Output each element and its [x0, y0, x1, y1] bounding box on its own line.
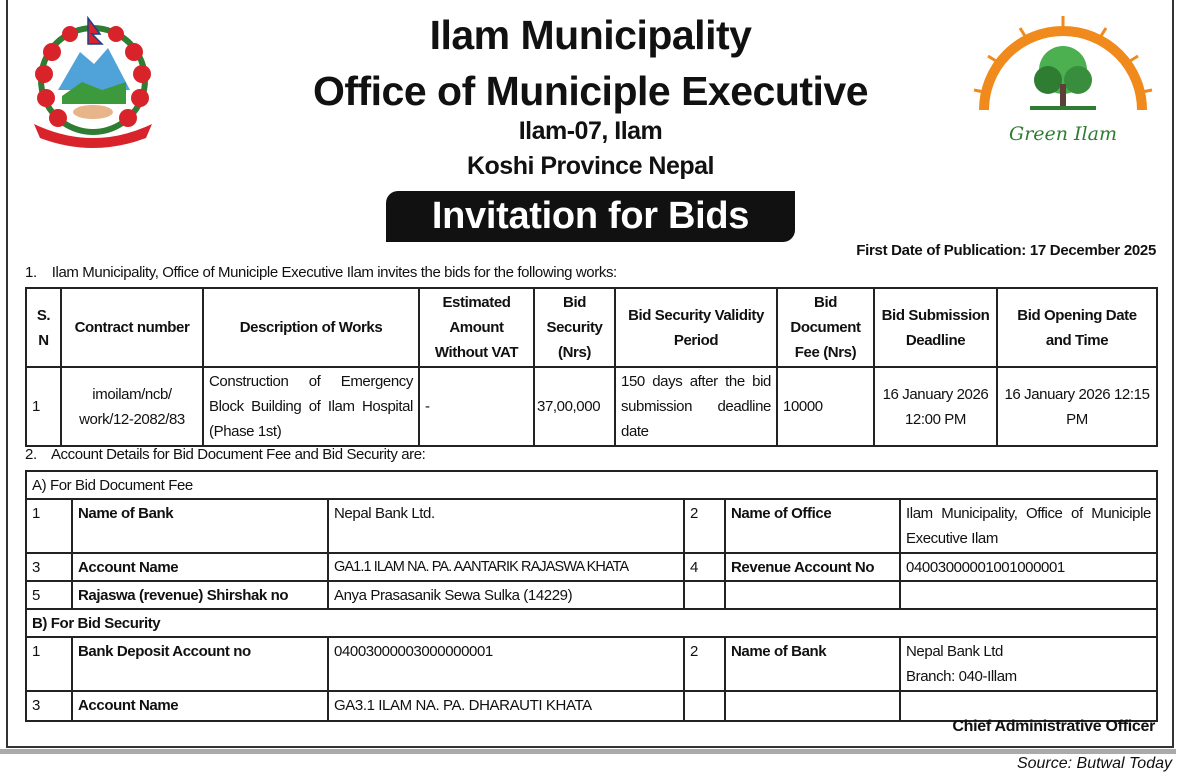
- section-a-row: [26, 471, 1157, 499]
- invitation-badge: Invitation for Bids: [386, 191, 795, 242]
- table-row: [26, 637, 1157, 691]
- row-number: 3: [26, 553, 72, 581]
- bank-branch: Branch: 040-Illam: [906, 668, 1017, 685]
- table-header-row: [26, 288, 1157, 367]
- cell-security: 37,00,000: [534, 367, 615, 446]
- cell-validity: 150 days after the bid submission deadline date: [615, 367, 777, 446]
- ward-address: Ilam-07, Ilam: [518, 117, 663, 145]
- green-ilam-text: Green Ilam: [1009, 123, 1117, 145]
- cell-estimate: -: [419, 367, 534, 446]
- province-address: Koshi Province Nepal: [466, 152, 715, 180]
- field-value: GA3.1 ILAM NA. PA. DHARAUTI KHATA: [328, 691, 684, 721]
- table-row: [26, 499, 1157, 553]
- empty-cell: [900, 581, 1157, 609]
- section1-intro: 1. Ilam Municipality, Office of Municiple Executive Ilam invites the bids for the following works:: [25, 264, 617, 281]
- section2-intro: 2. Account Details for Bid Document Fee and Bid Security are:: [25, 446, 426, 463]
- empty-cell: [684, 691, 725, 721]
- municipality-title: Ilam Municipality: [429, 12, 752, 58]
- cell-opening: 16 January 2026 12:15 PM: [997, 367, 1157, 446]
- col-opening: Bid Opening Date and Time: [997, 288, 1157, 367]
- bank-name: Nepal Bank Ltd: [906, 643, 1003, 660]
- field-label: Bank Deposit Account no: [72, 637, 328, 691]
- cell-contract: imoilam/ncb/ work/12-2082/83: [61, 367, 203, 446]
- publication-date: First Date of Publication: 17 December 2025: [856, 242, 1156, 259]
- field-value: Nepal Bank Ltd.: [328, 499, 684, 553]
- row-number: 1: [26, 637, 72, 691]
- col-security: Bid Security (Nrs): [534, 288, 615, 367]
- col-validity: Bid Security Validity Period: [615, 288, 777, 367]
- field-value: GA1.1 ILAM NA. PA. AANTARIK RAJASWA KHATA: [328, 553, 684, 581]
- field-label: Name of Bank: [725, 637, 900, 691]
- field-label: Account Name: [72, 553, 328, 581]
- cell-description: Construction of Emergency Block Building of Ilam Hospital (Phase 1st): [203, 367, 419, 446]
- field-value: 04003000003000000001: [328, 637, 684, 691]
- empty-cell: [684, 581, 725, 609]
- row-number: 2: [684, 499, 725, 553]
- field-label: Name of Office: [725, 499, 900, 553]
- field-label: Revenue Account No: [725, 553, 900, 581]
- empty-cell: [725, 581, 900, 609]
- col-estimate: Estimated Amount Without VAT: [419, 288, 534, 367]
- section-b-title: B) For Bid Security: [26, 609, 1157, 637]
- bids-table: [25, 287, 1158, 447]
- field-label: Account Name: [72, 691, 328, 721]
- empty-cell: [725, 691, 900, 721]
- col-contract: Contract number: [61, 288, 203, 367]
- col-description: Description of Works: [203, 288, 419, 367]
- section-b-row: [26, 609, 1157, 637]
- cell-deadline: 16 January 2026 12:00 PM: [874, 367, 997, 446]
- field-value: [900, 637, 1157, 691]
- frame-shadow: [0, 749, 1176, 754]
- row-number: 3: [26, 691, 72, 721]
- row-number: 5: [26, 581, 72, 609]
- empty-cell: [900, 691, 1157, 721]
- signatory: Chief Administrative Officer: [952, 718, 1155, 735]
- field-label: Rajaswa (revenue) Shirshak no: [72, 581, 328, 609]
- field-value: Ilam Municipality, Office of Municiple Executive Ilam: [900, 499, 1157, 553]
- row-number: 2: [684, 637, 725, 691]
- cell-fee: 10000: [777, 367, 874, 446]
- source-credit: Source: Butwal Today: [1016, 755, 1172, 772]
- account-table: [25, 470, 1158, 722]
- col-sn: S. N: [26, 288, 61, 367]
- row-number: 4: [684, 553, 725, 581]
- section-a-title: A) For Bid Document Fee: [26, 471, 1157, 499]
- row-number: 1: [26, 499, 72, 553]
- col-deadline: Bid Submission Deadline: [874, 288, 997, 367]
- table-row: [26, 367, 1157, 446]
- field-value: 04003000001001000001: [900, 553, 1157, 581]
- table-row: [26, 553, 1157, 581]
- table-row: [26, 691, 1157, 721]
- field-label: Name of Bank: [72, 499, 328, 553]
- col-fee: Bid Document Fee (Nrs): [777, 288, 874, 367]
- cell-sn: 1: [26, 367, 61, 446]
- field-value: Anya Prasasanik Sewa Sulka (14229): [328, 581, 684, 609]
- office-title: Office of Municiple Executive: [312, 68, 869, 114]
- table-row: [26, 581, 1157, 609]
